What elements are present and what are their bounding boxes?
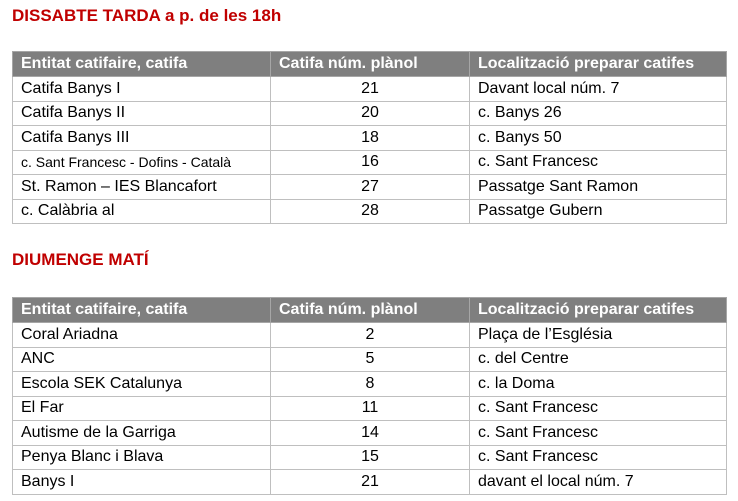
location-cell: c. Sant Francesc — [470, 150, 727, 175]
map-number-cell: 11 — [271, 396, 470, 421]
schedule-table-sunday — [12, 297, 727, 495]
location-cell: c. Sant Francesc — [470, 421, 727, 446]
entity-cell: Penya Blanc i Blava — [13, 445, 271, 470]
section-title-saturday: DISSABTE TARDA a p. de les 18h — [12, 6, 282, 25]
map-number-cell: 15 — [271, 445, 470, 470]
table-row — [13, 470, 727, 495]
map-number-cell: 18 — [271, 126, 470, 151]
entity-cell: Autisme de la Garriga — [13, 421, 271, 446]
schedule-table-saturday — [12, 51, 727, 224]
location-cell: c. Sant Francesc — [470, 445, 727, 470]
table-row — [13, 347, 727, 372]
entity-cell: Banys I — [13, 470, 271, 495]
map-number-cell: 20 — [271, 101, 470, 126]
column-header-location: Localització preparar catifes — [470, 298, 727, 323]
entity-cell: Catifa Banys I — [13, 77, 271, 102]
table-header-row — [13, 298, 727, 323]
map-number-cell: 21 — [271, 470, 470, 495]
location-cell: Passatge Gubern — [470, 199, 727, 224]
location-cell: Passatge Sant Ramon — [470, 175, 727, 200]
map-number-cell: 21 — [271, 77, 470, 102]
column-header-location: Localització preparar catifes — [470, 52, 727, 77]
map-number-cell: 2 — [271, 323, 470, 348]
table-row — [13, 101, 727, 126]
table-row — [13, 199, 727, 224]
location-cell: c. Banys 26 — [470, 101, 727, 126]
location-cell: c. Banys 50 — [470, 126, 727, 151]
table-row — [13, 396, 727, 421]
entity-cell: Catifa Banys II — [13, 101, 271, 126]
location-cell: Plaça de l’Església — [470, 323, 727, 348]
entity-cell: St. Ramon – IES Blancafort — [13, 175, 271, 200]
column-header-entity: Entitat catifaire, catifa — [13, 298, 271, 323]
location-cell: c. Sant Francesc — [470, 396, 727, 421]
map-number-cell: 14 — [271, 421, 470, 446]
location-cell: c. del Centre — [470, 347, 727, 372]
entity-cell: Escola SEK Catalunya — [13, 372, 271, 397]
map-number-cell: 16 — [271, 150, 470, 175]
table-row — [13, 372, 727, 397]
entity-cell: c. Sant Francesc - Dofins - Català — [13, 150, 271, 175]
table-row — [13, 323, 727, 348]
column-header-map-number: Catifa núm. plànol — [271, 52, 470, 77]
map-number-cell: 28 — [271, 199, 470, 224]
section-title-sunday: DIUMENGE MATÍ — [12, 250, 149, 269]
map-number-cell: 8 — [271, 372, 470, 397]
table-row — [13, 77, 727, 102]
entity-cell: Catifa Banys III — [13, 126, 271, 151]
table-row — [13, 445, 727, 470]
entity-cell: Coral Ariadna — [13, 323, 271, 348]
column-header-entity: Entitat catifaire, catifa — [13, 52, 271, 77]
table-header-row — [13, 52, 727, 77]
map-number-cell: 27 — [271, 175, 470, 200]
column-header-map-number: Catifa núm. plànol — [271, 298, 470, 323]
table-row — [13, 421, 727, 446]
table-row — [13, 175, 727, 200]
entity-cell: El Far — [13, 396, 271, 421]
entity-cell: ANC — [13, 347, 271, 372]
location-cell: Davant local núm. 7 — [470, 77, 727, 102]
map-number-cell: 5 — [271, 347, 470, 372]
entity-cell: c. Calàbria al — [13, 199, 271, 224]
table-row — [13, 126, 727, 151]
location-cell: davant el local núm. 7 — [470, 470, 727, 495]
location-cell: c. la Doma — [470, 372, 727, 397]
table-row — [13, 150, 727, 175]
